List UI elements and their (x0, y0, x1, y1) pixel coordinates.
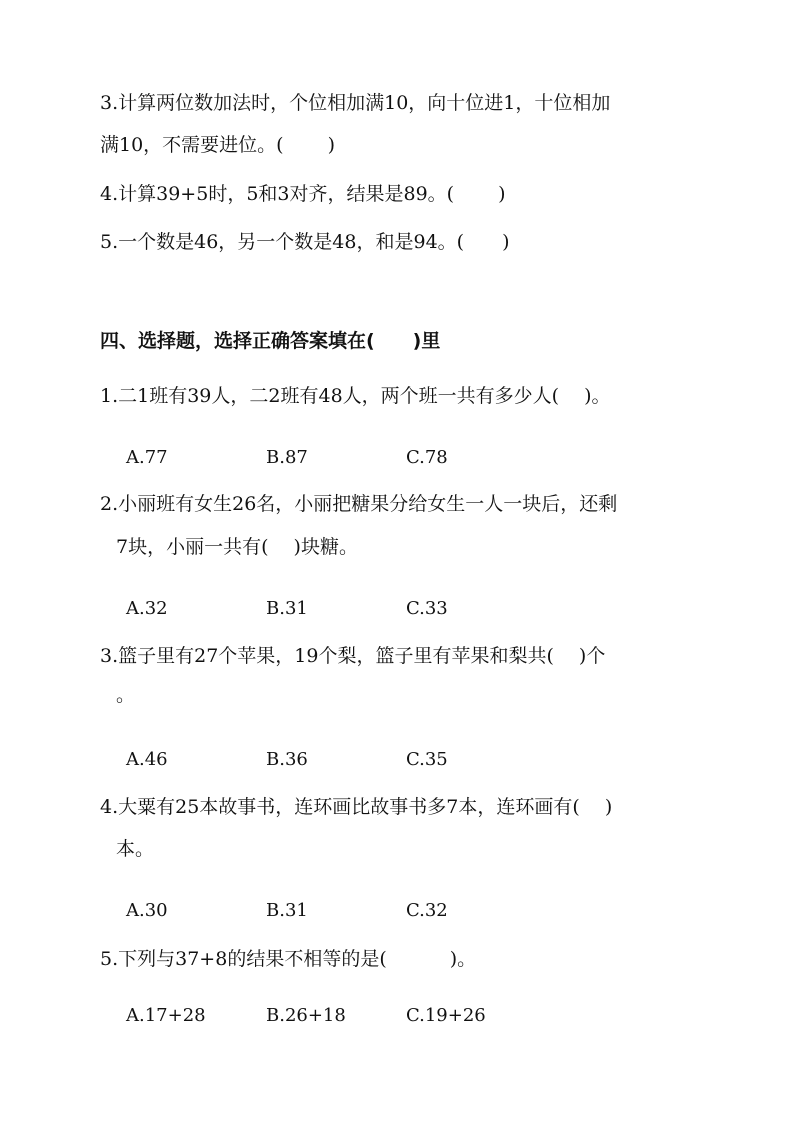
mc-q5-option-c: C.19+26 (406, 1005, 486, 1026)
mc-q4-option-b: B.31 (266, 900, 308, 921)
mc-question-2-line2: 7块，小丽一共有( )块糖。 (116, 536, 358, 558)
mc-q2-option-a: A.32 (126, 598, 168, 619)
mc-q3-option-c: C.35 (406, 749, 448, 770)
mc-q1-option-c: C.78 (406, 447, 448, 468)
section-heading: 四、选择题，选择正确答案填在( )里 (100, 330, 441, 352)
judgment-q3-line1: 3.计算两位数加法时，个位相加满10，向十位进1，十位相加 (100, 92, 611, 114)
mc-question-1: 1.二1班有39人，二2班有48人，两个班一共有多少人( )。 (100, 385, 611, 407)
mc-q4-option-a: A.30 (126, 900, 168, 921)
mc-q1-option-b: B.87 (266, 447, 308, 468)
mc-q4-option-c: C.32 (406, 900, 448, 921)
mc-q1-option-a: A.77 (126, 447, 168, 468)
mc-question-4-line1: 4.大粟有25本故事书，连环画比故事书多7本，连环画有( ) (100, 796, 613, 818)
mc-question-3-line2: 。 (116, 684, 136, 706)
judgment-q5: 5.一个数是46，另一个数是48，和是94。( ) (100, 231, 510, 253)
mc-question-2-line1: 2.小丽班有女生26名，小丽把糖果分给女生一人一块后，还剩 (100, 493, 618, 515)
mc-q5-option-a: A.17+28 (126, 1005, 206, 1026)
mc-q5-option-b: B.26+18 (266, 1005, 346, 1026)
judgment-q3-line2: 满10，不需要进位。( ) (100, 134, 336, 156)
mc-q2-option-b: B.31 (266, 598, 308, 619)
mc-question-4-line2: 本。 (116, 838, 155, 860)
judgment-q4: 4.计算39+5时，5和3对齐，结果是89。( ) (100, 183, 506, 205)
mc-question-3-line1: 3.篮子里有27个苹果，19个梨，篮子里有苹果和梨共( )个 (100, 645, 606, 667)
mc-q3-option-a: A.46 (126, 749, 168, 770)
mc-q3-option-b: B.36 (266, 749, 308, 770)
mc-q2-option-c: C.33 (406, 598, 448, 619)
mc-question-5: 5.下列与37+8的结果不相等的是( )。 (100, 948, 477, 970)
